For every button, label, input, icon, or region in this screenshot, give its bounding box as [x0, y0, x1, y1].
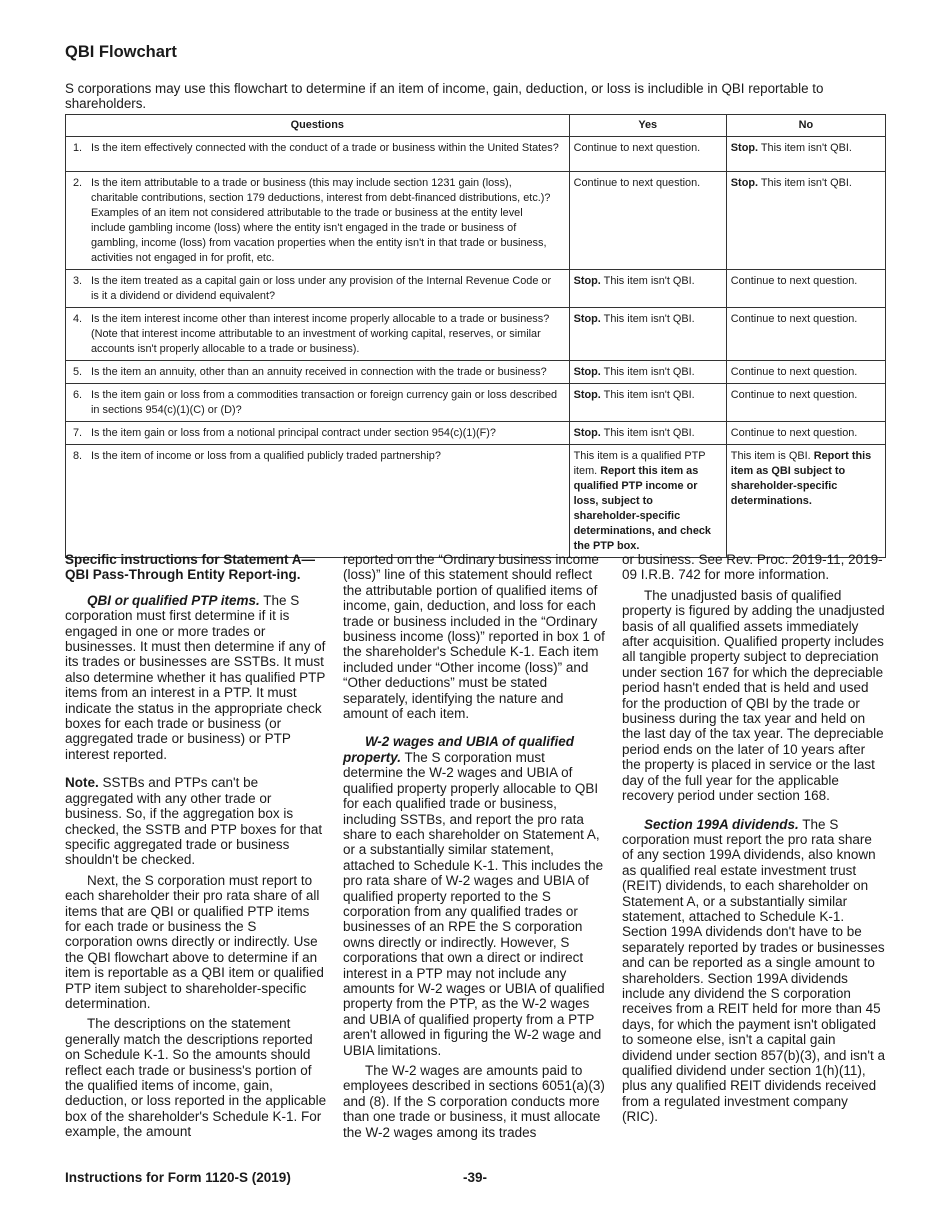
answer-bold-text: Stop.	[573, 366, 601, 378]
answer-bold-text: Stop.	[573, 275, 601, 287]
question-number: 1.	[73, 142, 83, 154]
paragraph-text: The W-2 wages are amounts paid to employees described in sections 6051(a)(3) and (8). If the S corporation conducts more than one trade or business, it must allocate the W-2 wages among its trades	[343, 1063, 605, 1140]
yes-answer-cell	[569, 361, 726, 384]
table-row	[66, 422, 886, 445]
question-number: 4.	[73, 313, 83, 325]
question-text: Is the item of income or loss from a qualified publicly traded partnership?	[91, 450, 441, 462]
question-number: 6.	[73, 389, 83, 401]
header-questions: Questions	[66, 115, 570, 137]
question-number: 2.	[73, 177, 83, 189]
qbi-flowchart-table	[65, 114, 886, 558]
yes-answer-cell	[569, 172, 726, 270]
body-paragraph	[343, 552, 607, 721]
answer-bold-text: Stop.	[573, 313, 601, 325]
table-row	[66, 308, 886, 361]
question-text: Is the item gain or loss from a notional principal contract under section 954(c)(1)(F)?	[91, 427, 496, 439]
body-paragraph	[65, 593, 327, 762]
body-column-2	[343, 552, 607, 1145]
answer-text: This item isn't QBI.	[758, 177, 852, 189]
body-paragraph	[65, 1016, 327, 1139]
table-row	[66, 137, 886, 172]
paragraph-text: Next, the S corporation must report to each shareholder their pro rata share of all items that are QBI or qualified PTP items for each trade or business the S corporation owns directly or indirectly. Use the QBI flowchart above to determine if an item is reportable as a QBI item or qualified PTP item subject to shareholder-specific determination.	[65, 872, 324, 1011]
table-row	[66, 270, 886, 308]
paragraph-text: SSTBs and PTPs can't be aggregated with any other trade or business. So, if the aggregation box is checked, the SSTB and PTP boxes for that specific aggregated trade or business shouldn't be checked.	[65, 775, 323, 868]
question-cell	[66, 384, 570, 422]
no-answer-cell	[726, 384, 885, 422]
answer-bold-text: Report this item as qualified PTP income or loss, subject to shareholder-specific determinations, and check the PTP box.	[573, 465, 711, 552]
yes-answer-cell	[569, 422, 726, 445]
question-cell	[66, 270, 570, 308]
answer-bold-text: Stop.	[730, 142, 759, 154]
no-answer-cell	[726, 445, 885, 558]
no-answer-cell	[726, 361, 885, 384]
paragraph-text: or business. See Rev. Proc. 2019-11, 2019-09 I.R.B. 742 for more information.	[622, 552, 883, 583]
paragraph-text: The unadjusted basis of qualified property is figured by adding the unadjusted basis of all qualified assets immediately after acquisition. Qualified property includes all tangible property subject to depreciation under section 167 for which the depreciable period hasn't ended that is held and used for the production of QBI by the trade or business during the tax year and held on the last day of the tax year. The depreciable period ends on the later of 10 years after the property is placed in service or the last day of the full year for the applicable recovery period under section 168.	[622, 587, 885, 804]
question-number: 5.	[73, 366, 83, 378]
answer-bold-text: Stop.	[573, 427, 601, 439]
section-heading: Specific instructions for Statement A—QBI Pass-Through Entity Report-ing.	[65, 552, 316, 583]
body-column-1	[65, 552, 327, 1145]
answer-text: This item isn't QBI.	[600, 275, 695, 287]
table-row	[66, 384, 886, 422]
page-title: QBI Flowchart	[65, 43, 177, 61]
header-yes: Yes	[569, 115, 726, 137]
yes-answer-cell	[569, 270, 726, 308]
paragraph-text: The descriptions on the statement generally match the descriptions reported on Schedule K-1. So the amounts should reflect each trade or business's portion of the qualified items of income, gain, deduction, or loss reported in the applicable box of the shareholder's Schedule K-1. For example, the amount	[65, 1016, 327, 1140]
yes-answer-cell	[569, 384, 726, 422]
answer-text: Continue to next question.	[573, 177, 701, 189]
paragraph-text: The S corporation must determine the W-2 wages and UBIA of qualified property properly allocable to QBI for each qualified trade or business, including SSTBs, and report the pro rata share to each shareholder on Statement A, or a substantially similar statement, attached to Schedule K-1. This includes the pro rata share of W-2 wages and UBIA of qualified property reported to the S corporation from any qualified trades or businesses of an RPE the S corporation owns directly or indirectly. However, S corporations that own a direct or indirect interest in a PTP may not include any amounts for W-2 wages or UBIA of qualified property from the PTP, as the W-2 wages and UBIA of qualified property from a PTP aren't allowed in figuring the W-2 wage and UBIA limitations.	[343, 749, 605, 1058]
no-answer-cell	[726, 270, 885, 308]
question-text: Is the item attributable to a trade or business (this may include section 1231 gain (loss), charitable contributions, section 179 deductions, interest from debt-financed distributions, etc.)? Examples of an item not considered attributable to the trade or business at the entity level include gambling income (loss) where the entity isn't engaged in the trade or business of gambling, income (loss) from vacation properties when the entity isn't in that trade or business, activities not engaged in for profit, etc.	[91, 177, 551, 264]
paragraph-text: The S corporation must report the pro rata share of any section 199A dividends, also known as qualified real estate investment trust (REIT) dividends, to each shareholder on Statement A, or a substantially similar statement, attached to Schedule K-1. Section 199A dividends don't have to be separately reported by trades or businesses and can be reported as a single amount to shareholders. Section 199A dividends include any dividend the S corporation receives from a REIT held for more than 45 days, for which the payment isn't obligated to someone else, isn't a capital gain dividend under section 857(b)(3), and isn't a qualified dividend under section 1(h)(11), plus any qualified REIT dividends received from a regulated investment company (RIC).	[622, 816, 885, 1125]
answer-bold-text: Stop.	[730, 177, 759, 189]
answer-text: This item is QBI.	[730, 450, 814, 462]
body-paragraph	[343, 734, 607, 1058]
run-in-heading: W-2 wages and UBIA of qualified property.	[343, 734, 575, 765]
table-row	[66, 445, 886, 558]
answer-text: Continue to next question.	[730, 389, 858, 401]
question-number: 8.	[73, 450, 83, 462]
answer-text: Continue to next question.	[730, 427, 858, 439]
question-text: Is the item gain or loss from a commodities transaction or foreign currency gain or loss described in sections 954(c)(1)(C) or (D)?	[91, 389, 558, 416]
answer-text: Continue to next question.	[730, 366, 858, 378]
body-paragraph	[622, 817, 886, 1125]
answer-text: Continue to next question.	[730, 275, 858, 287]
question-number: 3.	[73, 275, 83, 287]
question-cell	[66, 361, 570, 384]
answer-text: This item isn't QBI.	[600, 313, 695, 325]
question-cell	[66, 172, 570, 270]
page-number: -39-	[462, 1170, 487, 1185]
answer-text: This item isn't QBI.	[758, 142, 852, 154]
run-in-heading: Section 199A dividends.	[644, 816, 799, 832]
answer-text: This item isn't QBI.	[600, 427, 695, 439]
question-text: Is the item effectively connected with the conduct of a trade or business within the United States?	[91, 142, 559, 154]
answer-text: This item isn't QBI.	[600, 389, 695, 401]
no-answer-cell	[726, 422, 885, 445]
run-in-heading: QBI or qualified PTP items.	[87, 592, 260, 608]
header-no: No	[726, 115, 885, 137]
no-answer-cell	[726, 137, 885, 172]
body-paragraph	[343, 1063, 607, 1140]
no-answer-cell	[726, 308, 885, 361]
question-cell	[66, 137, 570, 172]
answer-text: Continue to next question.	[573, 142, 701, 154]
intro-text: S corporations may use this flowchart to determine if an item of income, gain, deduction, or loss is includible in QBI reportable to shareholders.	[65, 81, 824, 111]
table-row	[66, 172, 886, 270]
question-cell	[66, 308, 570, 361]
question-cell	[66, 445, 570, 558]
paragraph-text: reported on the “Ordinary business income (loss)” line of this statement should reflect the attributable portion of qualified items of income, gain, deduction, and loss for each trade or business included in the “Ordinary business income (loss)” reported in box 1 of the shareholder's Schedule K-1. Each item included under “Other income (loss)” and “Other deductions” must be stated separately, identifying the nature and amount of each item.	[343, 552, 605, 722]
body-column-3	[622, 552, 886, 1130]
answer-text: This item isn't QBI.	[600, 366, 695, 378]
paragraph-text: The S corporation must first determine if it is engaged in one or more trades or businesses. It must then determine if any of its trades or businesses are SSTBs. It must also determine whether it has qualified PTP items from an interest in a PTP. It must indicate the status in the appropriate check boxes for each trade or business (or aggregated trade or business) or PTP interest reported.	[65, 592, 326, 762]
body-paragraph	[65, 775, 327, 867]
body-paragraph	[65, 873, 327, 1012]
yes-answer-cell	[569, 445, 726, 558]
no-answer-cell	[726, 172, 885, 270]
question-number: 7.	[73, 427, 83, 439]
question-text: Is the item treated as a capital gain or loss under any provision of the Internal Revenue Code or is it a dividend or dividend equivalent?	[91, 275, 552, 302]
answer-bold-text: Report this item as QBI subject to shareholder-specific determinations.	[730, 450, 872, 507]
footer-form-title: Instructions for Form 1120-S (2019)	[65, 1170, 291, 1185]
yes-answer-cell	[569, 137, 726, 172]
run-in-heading: Note.	[65, 775, 99, 791]
body-paragraph	[622, 552, 886, 583]
answer-text: This item is a qualified PTP item.	[573, 450, 706, 477]
body-paragraph	[622, 588, 886, 804]
question-text: Is the item interest income other than interest income properly allocable to a trade or business? (Note that interest income attributable to an investment of working capital, reserves, or similar accounts isn't properly allocable to a trade or business).	[91, 313, 550, 355]
table-row	[66, 361, 886, 384]
question-cell	[66, 422, 570, 445]
answer-text: Continue to next question.	[730, 313, 858, 325]
table-header-row	[66, 115, 886, 137]
question-text: Is the item an annuity, other than an annuity received in connection with the trade or business?	[91, 366, 547, 378]
answer-bold-text: Stop.	[573, 389, 601, 401]
yes-answer-cell	[569, 308, 726, 361]
